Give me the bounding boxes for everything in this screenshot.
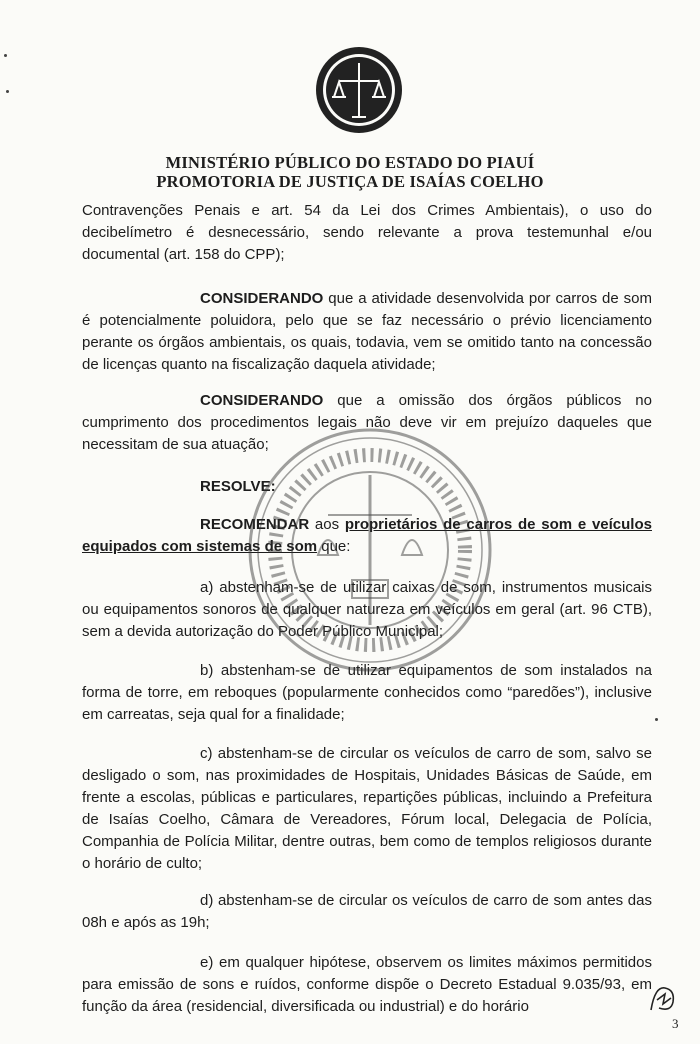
paragraph-continuation: Contravenções Penais e art. 54 da Lei dos Crimes Ambientais), o uso do decibelímetro é desnecessário, sendo relevante a prova testemunhal e/ou documental (art. 158 do CPP); [82,202,652,263]
paragraph-considerando-1 [82,288,652,376]
considerando-label: CONSIDERANDO [200,392,324,409]
handwritten-initials-icon [645,980,681,1016]
item-b: b) abstenham-se de utilizar equipamentos de som instalados na forma de torre, em reboques (popularmente conhecidos como “paredões”), inclusive em carreatas, seja qual for a finalidade; [82,662,652,723]
considerando-text: que a omissão dos órgãos públicos no cumprimento dos procedimentos legais não deve vir em prejuízo daqueles que necessitam de sua atuação; [82,392,652,453]
page-number: 3 [672,1016,679,1031]
item-e: e) em qualquer hipótese, observem os limites máximos permitidos para emissão de sons e ruídos, conforme dispõe o Decreto Estadual 9.035/93, em função da área (residencial, diversificada ou industrial) e do horário [82,954,652,1015]
header-promotoria: PROMOTORIA DE JUSTIÇA DE ISAÍAS COELHO [156,172,544,191]
item-d: d) abstenham-se de circular os veículos de carro de som antes das 08h e após as 19h; [82,892,652,931]
scan-speck [6,90,9,93]
official-seal-stamp-icon [240,420,500,680]
header-ministry: MINISTÉRIO PÚBLICO DO ESTADO DO PIAUÍ [165,153,535,172]
considerando-text: que a atividade desenvolvida por carros de som é potencialmente poluidora, pelo que se faz necessário o prévio licenciamento perante os órgãos ambientais, os quais, todavia, vem se omitido tanto na concessão de licenças quanto na fiscalização daquela atividade; [82,290,652,373]
recomendar-label: RECOMENDAR [200,516,310,533]
resolve-heading: RESOLVE: [200,478,276,495]
recomendar-connector: aos [309,516,345,533]
scan-speck [4,54,7,57]
item-c: c) abstenham-se de circular os veículos de carro de som, salvo se desligado o som, nas proximidades de Hospitais, Unidades Básicas de Saúde, em frente a escolas, públicas e particulares, repartições públicas, incluindo a Prefeitura de Isaías Coelho, Câmara de Vereadores, Fórum local, Delegacia de Polícia, Companhia de Polícia Militar, dentre outras, bem como de templos religiosos durante o horário de culto; [82,745,652,872]
considerando-label: CONSIDERANDO [200,290,324,307]
ministerio-publico-emblem-icon [314,45,404,135]
recomendar-end: que: [317,538,351,555]
item-a: a) abstenham-se de utilizar caixas de som, instrumentos musicais ou equipamentos sonoros de qualquer natureza em veículos em geral (art. 96 CTB), sem a devida autorização do Poder Público Municipal; [82,579,652,640]
recomendar-target: proprietários de carros de som e veículos equipados com sistemas de som [82,516,652,555]
scan-speck [655,718,658,721]
